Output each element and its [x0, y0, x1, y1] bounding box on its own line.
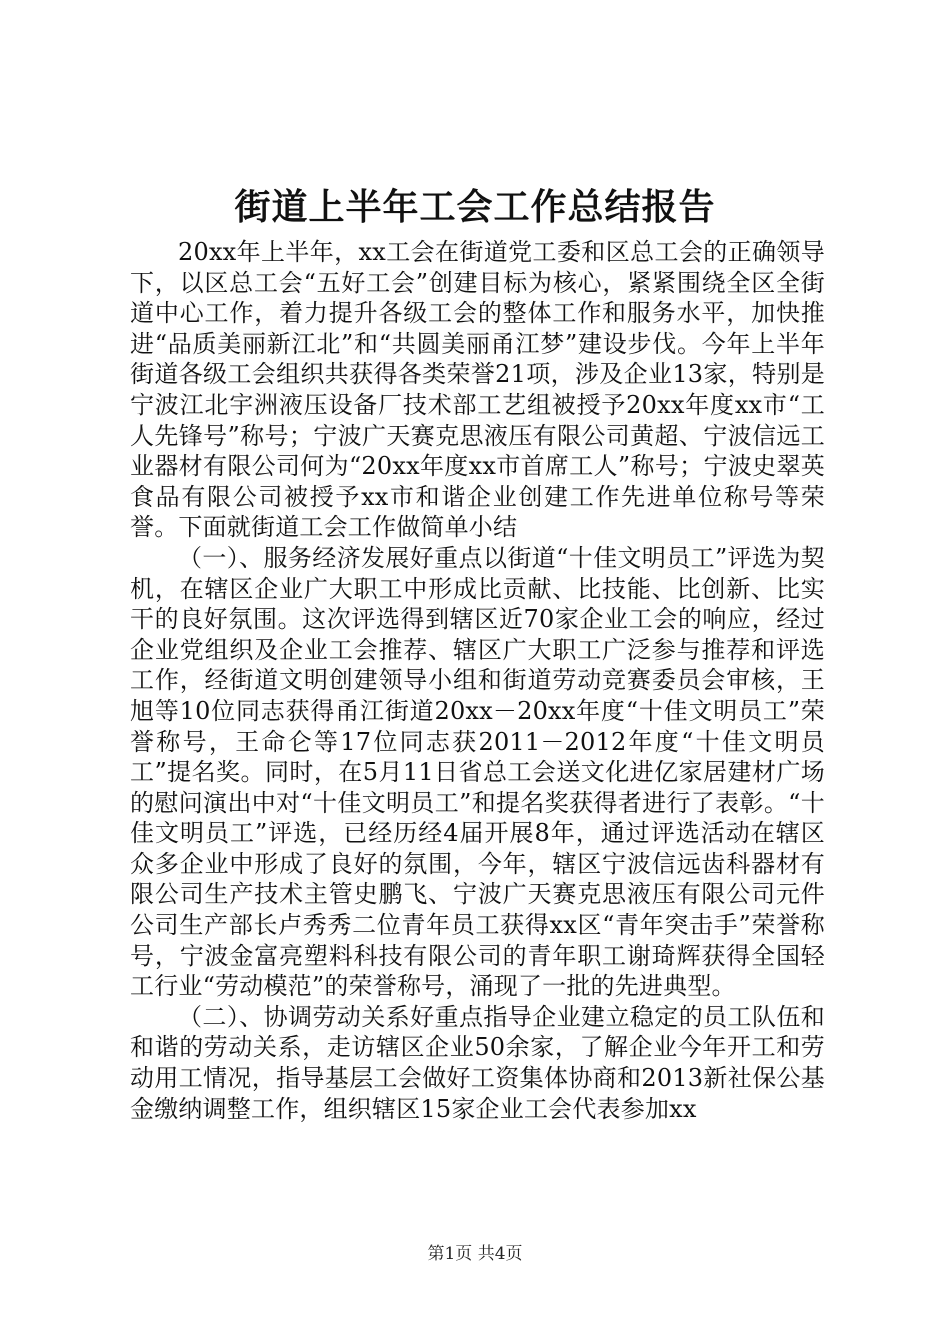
document-body [130, 237, 825, 1124]
paragraph-section-1: （一）、服务经济发展好重点以街道“十佳文明员工”评选为契机，在辖区企业广大职工中形成比贡献、比技能、比创新、比实干的良好氛围。这次评选得到辖区近70家企业工会的响应，经过企业党组织及企业工会推荐、辖区广大职工广泛参与推荐和评选工作，经街道文明创建领导小组和街道劳动竞赛委员会审核，王旭等10位同志获得甬江街道20xx－20xx年度“十佳文明员工”荣誉称号，王命仑等17位同志获2011－2012年度“十佳文明员工”提名奖。同时，在5月11日省总工会送文化进亿家居建材广场的慰问演出中对“十佳文明员工”和提名奖获得者进行了表彰。“十佳文明员工”评选，已经历经4届开展8年，通过评选活动在辖区众多企业中形成了良好的氛围，今年，辖区宁波信远齿科器材有限公司生产技术主管史鹏飞、宁波广天赛克思液压有限公司元件公司生产部长卢秀秀二位青年员工获得xx区“青年突击手”荣誉称号，宁波金富亮塑料科技有限公司的青年职工谢琦辉获得全国轻工行业“劳动模范”的荣誉称号，涌现了一批的先进典型。 [130, 543, 825, 1001]
page-number-footer: 第1页 共4页 [427, 1244, 523, 1264]
paragraph-intro: 20xx年上半年，xx工会在街道党工委和区总工会的正确领导下，以区总工会“五好工会”创建目标为核心，紧紧围绕全区全街道中心工作，着力提升各级工会的整体工作和服务水平，加快推进“品质美丽新江北”和“共圆美丽甬江梦”建设步伐。今年上半年街道各级工会组织共获得各类荣誉21项，涉及企业13家，特别是宁波江北宇洲液压设备厂技术部工艺组被授予20xx年度xx市“工人先锋号”称号；宁波广天赛克思液压有限公司黄超、宁波信远工业器材有限公司何为“20xx年度xx市首席工人”称号；宁波史翠英食品有限公司被授予xx市和谐企业创建工作先进单位称号等荣誉。下面就街道工会工作做简单小结 [130, 238, 825, 542]
document-title: 街道上半年工会工作总结报告 [234, 187, 716, 228]
paragraph-section-2: （二）、协调劳动关系好重点指导企业建立稳定的员工队伍和和谐的劳动关系，走访辖区企业50余家，了解企业今年开工和劳动用工情况，指导基层工会做好工资集体协商和2013新社保公基金缴纳调整工作，组织辖区15家企业工会代表参加xx [130, 1002, 825, 1123]
